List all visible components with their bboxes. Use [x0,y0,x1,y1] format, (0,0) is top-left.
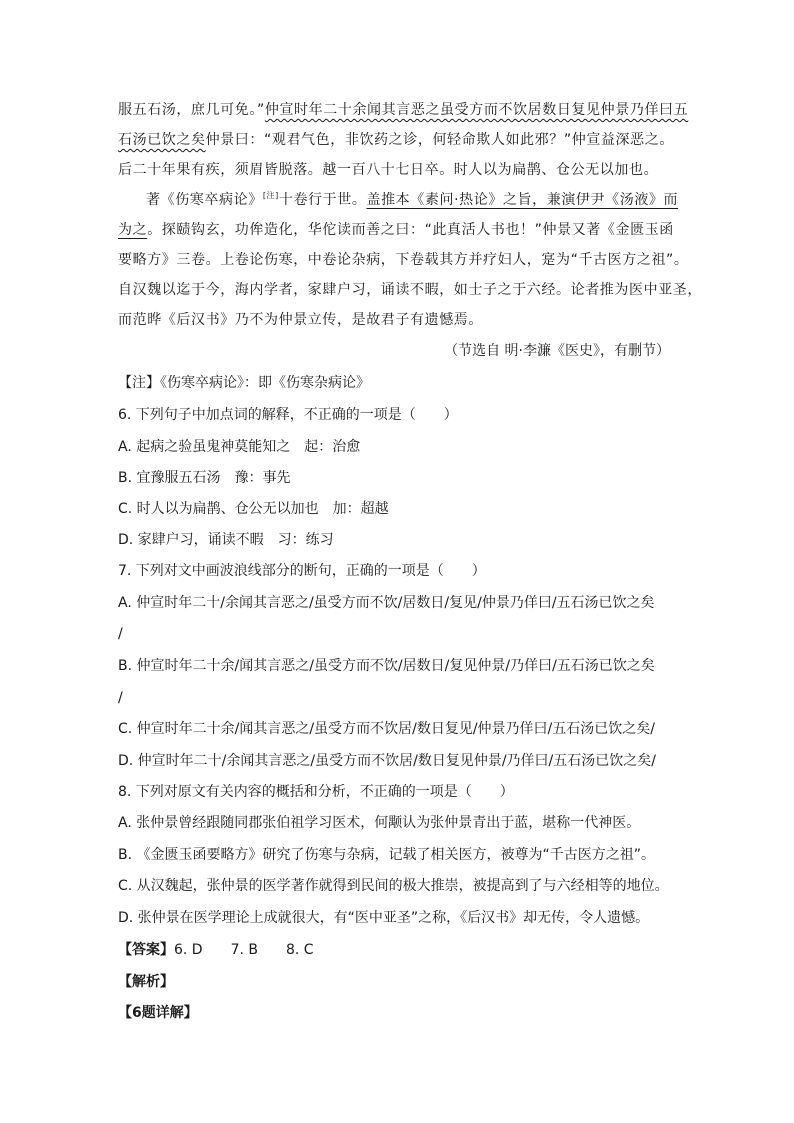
wavy-underlined-text: 石汤已饮之矣 [118,132,206,148]
passage-line [118,130,674,150]
passage-line: 而范晔《后汉书》乃不为仲景立传，是故君子有遗憾焉。 [118,312,483,328]
question-6-option-b: B. 宜豫服五石汤 豫：事先 [118,470,291,486]
passage-line [118,100,688,120]
detail-label: 【6题详解】 [118,1005,198,1021]
passage-text: 服五石汤，庶几可免。” [118,102,265,118]
question-7-option-a-cont: / [118,626,123,642]
question-7-option-d: D. 仲宣时年二十/余闻其言恶之/虽受方而不饮居/数日复见仲景/乃佯曰/五石汤已饮之矣/ [118,753,656,769]
footnote-marker: [注] [262,191,279,200]
question-8-option-d: D. 张仲景在医学理论上成就很大，有“医中亚圣”之称，《后汉书》却无传，令人遗憾。 [118,910,650,926]
answer-label: 【答案】 [118,942,174,958]
footnote: 【注】《伤寒卒病论》：即《伤寒杂病论》 [118,375,370,391]
passage-line: 自汉魏以迄于今，海内学者，家肆户习，诵读不暇，如士子之于六经。论者推为医中亚圣， [118,282,702,298]
question-6-option-c: C. 时人以为扁鹊、仓公无以加也 加：超越 [118,501,389,517]
question-7-stem: 7. 下列对文中画波浪线部分的断句，正确的一项是（ ） [118,563,486,579]
question-7-option-c: C. 仲宣时年二十余/闻其言恶之/虽受方而不饮居/数日复见/仲景乃佯曰/五石汤已饮之矣/ [118,721,655,737]
passage-line: 要略方》三卷。上卷论伤寒，中卷论杂病，下卷载其方并疗妇人，寔为“千古医方之祖”。 [118,252,689,268]
passage-line: 后二十年果有疾，须眉皆脱落。越一百八十七日卒。时人以为扁鹊、仓公无以加也。 [118,162,659,178]
question-8-option-c: C. 从汉魏起，张仲景的医学著作就得到民间的极大推崇，被提高到了与六经相等的地位。 [118,878,669,894]
underlined-text: 盖推本《素问·热论》之旨，兼演伊尹《汤液》而 [366,192,679,208]
analysis-label: 【解析】 [118,974,174,990]
answer-text: 6. D 7. B 8. C [174,942,314,958]
passage-line [118,220,674,240]
question-6-option-a: A. 起病之验虽鬼神莫能知之 起：治愈 [118,439,361,455]
passage-text: 。探赜钩玄，功侔造化，华佗读而善之曰：“此真活人书也！”仲景又著《金匮玉函 [147,222,674,238]
question-8-option-a: A. 张仲景曾经跟随同郡张伯祖学习医术，何颙认为张仲景青出于蓝，堪称一代神医。 [118,815,641,831]
question-6-option-d: D. 家肆户习，诵读不暇 习：练习 [118,532,334,548]
question-8-option-b: B. 《金匮玉函要略方》研究了伤寒与杂病，记载了相关医方，被尊为“千古医方之祖”。 [118,847,656,863]
passage-line [146,190,678,210]
question-7-option-b: B. 仲宣时年二十余/闻其言恶之/虽受方而不饮/居数日/复见仲景/乃佯曰/五石汤已饮之矣 [118,658,655,674]
question-6-stem: 6. 下列句子中加点词的解释，不正确的一项是（ ） [118,407,458,423]
source-citation: （节选自 明·李濂《医史》，有删节） [444,343,670,359]
analysis-heading [118,972,174,992]
passage-text: 十卷行于世。 [278,192,367,208]
answer-line [118,940,314,960]
question-7-option-a: A. 仲宣时年二十/余闻其言恶之/虽受方而不饮/居数日/复见/仲景乃佯曰/五石汤已饮之矣 [118,595,655,611]
underlined-text: 为之 [118,222,148,238]
question-6-detail-heading [118,1003,198,1023]
passage-text: 著《伤寒卒病论》 [146,192,263,208]
question-7-option-b-cont: / [118,690,123,706]
question-8-stem: 8. 下列对原文有关内容的概括和分析，不正确的一项是（ ） [118,784,514,800]
passage-text: 仲景曰：“观君气色，非饮药之诊，何轻命欺人如此邪？”仲宣益深恶之。 [205,132,674,148]
wavy-underlined-text: 仲宣时年二十余闻其言恶之虽受方而不饮居数日复见仲景乃佯曰五 [264,102,689,118]
